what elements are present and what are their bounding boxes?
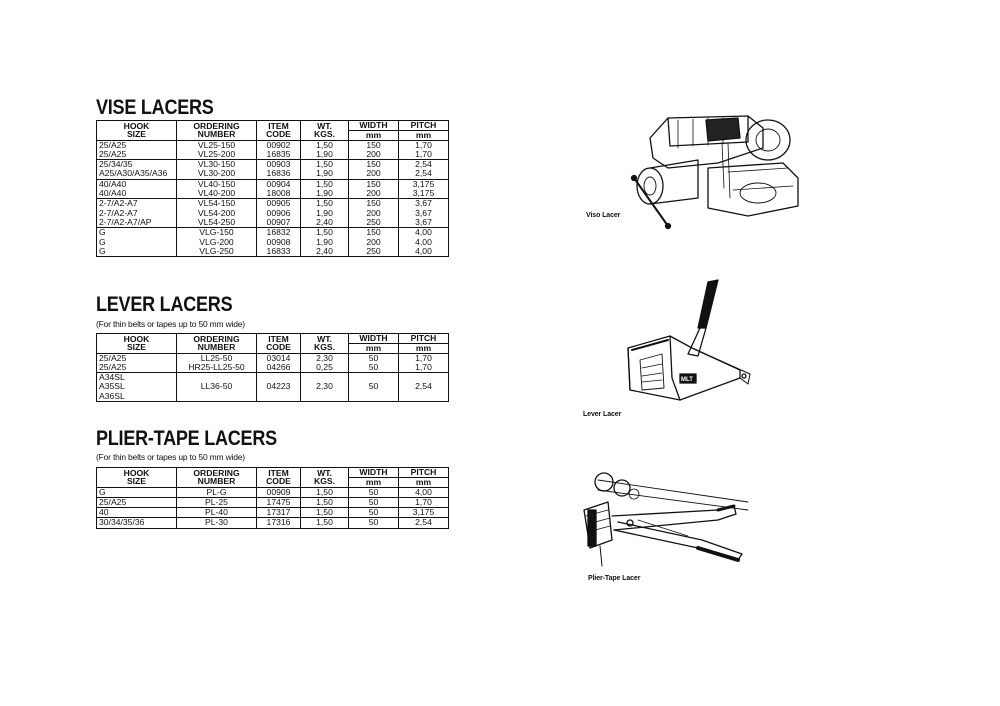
header-label: KGS.	[313, 476, 335, 487]
cell-value: 1,90	[316, 148, 333, 159]
cell-value: 200	[366, 188, 381, 199]
cell-value: 50	[368, 517, 379, 528]
cell-value: 1,50	[316, 496, 333, 507]
cell-value: 04223	[266, 381, 291, 392]
cell-value: 50	[368, 352, 379, 363]
cell-value: 200	[366, 168, 381, 179]
cell-value: 3,67	[415, 216, 432, 227]
cell-value: G	[99, 236, 106, 247]
cell-ordering	[177, 518, 257, 528]
header-label: ITEM	[268, 467, 289, 478]
cell-wt	[301, 160, 349, 180]
cell-value: PL-40	[205, 507, 228, 518]
table-row	[97, 487, 449, 497]
cell-hook	[97, 518, 177, 528]
header-item-code	[257, 121, 301, 141]
cell-wt	[301, 199, 349, 228]
cell-wt	[301, 353, 349, 373]
cell-value: 1,50	[316, 486, 333, 497]
cell-value: 250	[366, 216, 381, 227]
cell-value: 4,00	[415, 486, 432, 497]
cell-width	[349, 373, 399, 402]
cell-value: 150	[366, 159, 381, 170]
cell-value: VL25-150	[197, 139, 236, 150]
header-label: CODE	[266, 129, 291, 140]
cell-hook	[97, 497, 177, 507]
table-row	[97, 518, 449, 528]
header-width-unit: mm	[349, 131, 399, 141]
cell-value: HR25-LL25-50	[188, 361, 245, 372]
cell-value: 50	[368, 507, 379, 518]
plier-tape-lacers-subtitle: (For thin belts or tapes up to 50 mm wide)	[96, 452, 245, 462]
vise-lacer-caption: Viso Lacer	[586, 212, 621, 219]
table-row	[97, 508, 449, 518]
cell-value: VL30-200	[197, 168, 236, 179]
cell-value: 25/A25	[99, 139, 127, 150]
cell-ordering	[177, 160, 257, 180]
cell-value: VL54-200	[197, 207, 236, 218]
header-ordering-number	[177, 121, 257, 141]
cell-value: PL-25	[205, 496, 228, 507]
cell-value: 00905	[266, 198, 291, 209]
cell-value: 1,50	[316, 139, 333, 150]
cell-ordering	[177, 140, 257, 160]
cell-value: 50	[368, 496, 379, 507]
header-label: SIZE	[126, 342, 147, 353]
lever-brand-label: MLT	[681, 377, 693, 383]
header-label: WT.	[317, 120, 332, 131]
header-width: WIDTH	[349, 468, 399, 478]
cell-pitch	[399, 140, 449, 160]
cell-width	[349, 353, 399, 373]
cell-value: VLG-150	[199, 227, 234, 238]
cell-ordering	[177, 487, 257, 497]
lever-lacer-caption: Lever Lacer	[583, 411, 622, 418]
cell-wt	[301, 487, 349, 497]
cell-value: 1,50	[316, 517, 333, 528]
cell-value: 00908	[266, 236, 291, 247]
cell-value: 40/A40	[99, 178, 127, 189]
cell-ordering	[177, 353, 257, 373]
header-label: ORDERING	[193, 120, 240, 131]
cell-wt	[301, 508, 349, 518]
cell-value: 2,30	[316, 352, 333, 363]
header-label: SIZE	[126, 129, 147, 140]
lever-lacer-illustration	[620, 278, 760, 408]
cell-value: 18008	[266, 188, 291, 199]
header-hook-size	[97, 121, 177, 141]
cell-value: 200	[366, 207, 381, 218]
header-pitch: PITCH	[399, 468, 449, 478]
cell-pitch	[399, 487, 449, 497]
cell-item	[257, 353, 301, 373]
cell-value: 1,90	[316, 207, 333, 218]
vise-lacers-title: VISE LACERS	[96, 96, 214, 119]
cell-pitch	[399, 508, 449, 518]
header-label: NUMBER	[197, 342, 236, 353]
cell-value: 2,54	[415, 381, 432, 392]
cell-value: 50	[368, 486, 379, 497]
cell-value: 3,67	[415, 207, 432, 218]
header-ordering-number	[177, 334, 257, 354]
cell-value: 16832	[266, 227, 291, 238]
cell-item	[257, 373, 301, 402]
header-pitch: PITCH	[399, 121, 449, 131]
cell-ordering	[177, 497, 257, 507]
cell-value: VLG-250	[199, 245, 234, 256]
header-hook-size	[97, 334, 177, 354]
cell-hook	[97, 228, 177, 257]
cell-pitch	[399, 228, 449, 257]
cell-value: 200	[366, 236, 381, 247]
cell-value: 2,40	[316, 245, 333, 256]
cell-width	[349, 487, 399, 497]
cell-width	[349, 140, 399, 160]
cell-hook	[97, 353, 177, 373]
cell-ordering	[177, 228, 257, 257]
table-row	[97, 497, 449, 507]
cell-value: 2,40	[316, 216, 333, 227]
cell-value: 2,54	[415, 517, 432, 528]
vise-lacer-illustration	[598, 108, 808, 236]
cell-value: 150	[366, 198, 381, 209]
table-row	[97, 353, 449, 373]
cell-value: 1,50	[316, 227, 333, 238]
plier-tape-lacer-illustration	[578, 470, 758, 570]
header-label: HOOK	[123, 120, 150, 131]
header-label: KGS.	[313, 129, 335, 140]
cell-value: 4,00	[415, 227, 432, 238]
cell-value: 0,25	[316, 361, 333, 372]
cell-value: VL40-150	[197, 178, 236, 189]
cell-value: 1,50	[316, 159, 333, 170]
cell-value: 00902	[266, 139, 291, 150]
cell-value: 16835	[266, 148, 291, 159]
table-row	[97, 179, 449, 199]
cell-value: 150	[366, 139, 381, 150]
cell-value: 25/A25	[99, 352, 127, 363]
cell-width	[349, 179, 399, 199]
cell-value: 16836	[266, 168, 291, 179]
vise-lacers-table	[96, 120, 449, 257]
cell-width	[349, 518, 399, 528]
header-label: HOOK	[123, 467, 150, 478]
cell-value: 1,90	[316, 188, 333, 199]
cell-value: 40	[99, 507, 109, 518]
header-label: WT.	[317, 333, 332, 344]
header-label: SIZE	[126, 476, 147, 487]
cell-value: 25/34/35	[99, 159, 133, 170]
cell-value: VL40-200	[197, 188, 236, 199]
header-width: WIDTH	[349, 121, 399, 131]
cell-value: 50	[368, 381, 379, 392]
cell-hook	[97, 508, 177, 518]
header-label: ORDERING	[193, 467, 240, 478]
cell-value: 2-7/A2-A7	[99, 207, 138, 218]
cell-value: PL-30	[205, 517, 228, 528]
cell-pitch	[399, 497, 449, 507]
header-pitch-unit: mm	[399, 131, 449, 141]
header-weight	[301, 334, 349, 354]
cell-value: 150	[366, 227, 381, 238]
cell-value: 04266	[266, 361, 291, 372]
cell-width	[349, 508, 399, 518]
cell-item	[257, 199, 301, 228]
cell-item	[257, 160, 301, 180]
header-width: WIDTH	[349, 334, 399, 344]
cell-value: 2,30	[316, 381, 333, 392]
cell-value: 17475	[266, 496, 291, 507]
cell-wt	[301, 228, 349, 257]
cell-hook	[97, 160, 177, 180]
cell-value: 1,50	[316, 507, 333, 518]
header-label: HOOK	[123, 333, 150, 344]
cell-value: VL25-200	[197, 148, 236, 159]
cell-value: LL25-50	[200, 352, 233, 363]
table-row	[97, 373, 449, 402]
cell-value: G	[99, 245, 106, 256]
cell-item	[257, 518, 301, 528]
cell-value: VL54-150	[197, 198, 236, 209]
header-pitch-unit: mm	[399, 478, 449, 488]
cell-value: 1,50	[316, 178, 333, 189]
cell-value: 2-7/A2-A7	[99, 198, 138, 209]
cell-item	[257, 508, 301, 518]
cell-value: 1,90	[316, 236, 333, 247]
lever-lacers-subtitle: (For thin belts or tapes up to 50 mm wide)	[96, 319, 245, 329]
plier-tape-lacer-caption: Plier-Tape Lacer	[588, 575, 641, 582]
cell-width	[349, 497, 399, 507]
header-item-code	[257, 334, 301, 354]
header-ordering-number	[177, 468, 257, 488]
cell-value: VL30-150	[197, 159, 236, 170]
lever-lacers-table	[96, 333, 449, 402]
cell-value: 4,00	[415, 245, 432, 256]
cell-value: 2-7/A2-A7/AP	[99, 216, 152, 227]
cell-value: 250	[366, 245, 381, 256]
header-label: WT.	[317, 467, 332, 478]
cell-wt	[301, 497, 349, 507]
cell-value: G	[99, 486, 106, 497]
table-row	[97, 199, 449, 228]
cell-pitch	[399, 518, 449, 528]
cell-value: 00903	[266, 159, 291, 170]
cell-value: 50	[368, 361, 379, 372]
cell-value: A36SL	[99, 390, 125, 401]
cell-value: 16833	[266, 245, 291, 256]
cell-value: 00907	[266, 216, 291, 227]
header-label: ORDERING	[193, 333, 240, 344]
plier-tape-lacers-table	[96, 467, 449, 529]
cell-pitch	[399, 373, 449, 402]
header-label: NUMBER	[197, 476, 236, 487]
cell-value: PL-G	[206, 486, 227, 497]
cell-value: 3,175	[412, 507, 435, 518]
header-weight	[301, 468, 349, 488]
cell-width	[349, 160, 399, 180]
header-label: KGS.	[313, 342, 335, 353]
cell-pitch	[399, 160, 449, 180]
cell-value: 3,175	[412, 188, 435, 199]
cell-wt	[301, 140, 349, 160]
lever-lacers-title: LEVER LACERS	[96, 293, 233, 316]
header-hook-size	[97, 468, 177, 488]
cell-wt	[301, 179, 349, 199]
cell-value: 1,70	[415, 139, 432, 150]
cell-ordering	[177, 508, 257, 518]
cell-hook	[97, 199, 177, 228]
header-label: NUMBER	[197, 129, 236, 140]
cell-value: 00909	[266, 486, 291, 497]
cell-item	[257, 179, 301, 199]
cell-item	[257, 140, 301, 160]
header-label: CODE	[266, 342, 291, 353]
cell-value: 2,54	[415, 159, 432, 170]
cell-value: 1,70	[415, 148, 432, 159]
cell-hook	[97, 373, 177, 402]
cell-value: VL54-250	[197, 216, 236, 227]
table-row	[97, 160, 449, 180]
cell-pitch	[399, 179, 449, 199]
cell-pitch	[399, 199, 449, 228]
cell-value: 1,70	[415, 352, 432, 363]
cell-value: 150	[366, 178, 381, 189]
cell-value: 1,50	[316, 198, 333, 209]
cell-value: VLG-200	[199, 236, 234, 247]
table-row	[97, 228, 449, 257]
cell-ordering	[177, 199, 257, 228]
header-pitch: PITCH	[399, 334, 449, 344]
cell-value: 40/A40	[99, 188, 127, 199]
cell-value: 17316	[266, 517, 291, 528]
cell-item	[257, 497, 301, 507]
cell-value: A35SL	[99, 381, 125, 392]
cell-value: 1,70	[415, 361, 432, 372]
header-label: ITEM	[268, 333, 289, 344]
cell-wt	[301, 518, 349, 528]
cell-value: 17317	[266, 507, 291, 518]
cell-ordering	[177, 373, 257, 402]
cell-item	[257, 487, 301, 497]
cell-hook	[97, 140, 177, 160]
plier-tape-lacers-title: PLIER-TAPE LACERS	[96, 427, 277, 450]
cell-ordering	[177, 179, 257, 199]
header-width-unit: mm	[349, 344, 399, 354]
cell-value: A25/A30/A35/A36	[99, 168, 168, 179]
cell-width	[349, 228, 399, 257]
cell-value: 1,90	[316, 168, 333, 179]
cell-value: 3,175	[412, 178, 435, 189]
cell-value: 00906	[266, 207, 291, 218]
cell-value: 25/A25	[99, 148, 127, 159]
cell-hook	[97, 487, 177, 497]
cell-width	[349, 199, 399, 228]
cell-value: 1,70	[415, 496, 432, 507]
cell-value: 200	[366, 148, 381, 159]
cell-value: 25/A25	[99, 496, 127, 507]
header-item-code	[257, 468, 301, 488]
cell-value: A34SL	[99, 372, 125, 383]
cell-value: 03014	[266, 352, 291, 363]
cell-value: LL36-50	[200, 381, 233, 392]
header-weight	[301, 121, 349, 141]
header-label: CODE	[266, 476, 291, 487]
cell-value: 4,00	[415, 236, 432, 247]
cell-value: 3,67	[415, 198, 432, 209]
header-label: ITEM	[268, 120, 289, 131]
cell-value: 30/34/35/36	[99, 517, 145, 528]
cell-item	[257, 228, 301, 257]
cell-hook	[97, 179, 177, 199]
cell-value: 2,54	[415, 168, 432, 179]
table-row	[97, 140, 449, 160]
cell-wt	[301, 373, 349, 402]
header-pitch-unit: mm	[399, 344, 449, 354]
cell-value: G	[99, 227, 106, 238]
cell-pitch	[399, 353, 449, 373]
cell-value: 25/A25	[99, 361, 127, 372]
cell-value: 00904	[266, 178, 291, 189]
header-width-unit: mm	[349, 478, 399, 488]
